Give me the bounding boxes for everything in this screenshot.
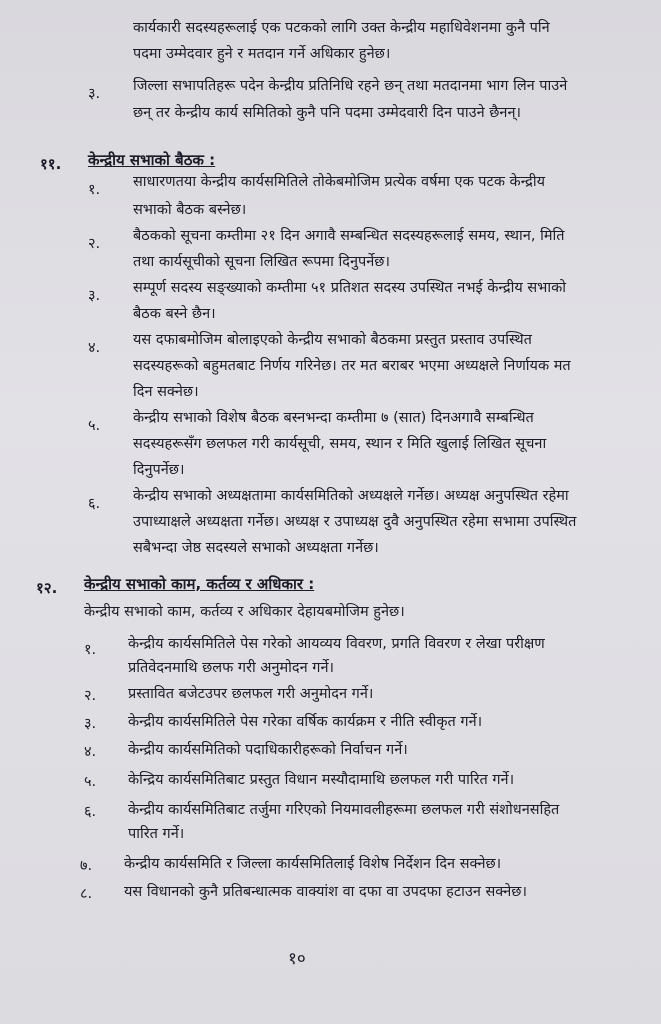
s11-item-5-line-2: सदस्यहरूसँग छलफल गरी कार्यसूची, समय, स्थान र मिति खुलाई लिखित सूचना: [133, 436, 547, 452]
s12-item-5-number: ५.: [84, 774, 97, 790]
s12-item-7-line-1: केन्द्रीय कार्यसमिति र जिल्ला कार्यसमितिलाई विशेष निर्देशन दिन सक्नेछ।: [124, 856, 502, 872]
page-number: १०: [288, 949, 306, 969]
s11-item-3-line-1: सम्पूर्ण सदस्य सङ्ख्याको कम्तीमा ५१ प्रतिशत सदस्य उपस्थित नभई केन्द्रीय सभाको: [133, 280, 566, 296]
s12-item-8-number: ८.: [80, 886, 93, 902]
s12-item-1-line-1: केन्द्रीय कार्यसमितिले पेस गरेको आयव्यय विवरण, प्रगति विवरण र लेखा परीक्षण: [128, 636, 545, 652]
section-11-title: केन्द्रीय सभाको बैठक :: [88, 151, 216, 169]
item-3-line-2: छन् तर केन्द्रीय कार्य समितिको कुनै पनि पदमा उम्मेदवारी दिन पाउने छैनन्।: [133, 105, 522, 121]
s11-item-4-line-3: दिन सक्नेछ।: [133, 384, 199, 400]
s12-item-6-number: ६.: [84, 804, 97, 820]
s11-item-5-line-3: दिनुपर्नेछ।: [133, 462, 185, 478]
s11-item-6-line-3: सबैभन्दा जेष्ठ सदस्यले सभाको अध्यक्षता गर्नेछ।: [133, 540, 379, 556]
s11-item-2-line-2: तथा कार्यसूचीको सूचना लिखित रूपमा दिनुपर्नेछ।: [133, 254, 390, 270]
s11-item-5-number: ५.: [88, 418, 101, 434]
s12-item-3-number: ३.: [84, 716, 97, 732]
section-12-intro: केन्द्रीय सभाको काम, कर्तव्य र अधिकार देहायबमोजिम हुनेछ।: [84, 604, 405, 620]
s12-item-1-number: १.: [84, 642, 97, 658]
item-3-number: ३.: [88, 86, 101, 102]
s12-item-8-line-1: यस विधानको कुनै प्रतिबन्धात्मक वाक्यांश वा दफा वा उपदफा हटाउन सक्नेछ।: [124, 884, 527, 900]
s11-item-4-line-2: सदस्यहरूको बहुमतबाट निर्णय गरिनेछ। तर मत बराबर भएमा अध्यक्षले निर्णायक मत: [133, 358, 571, 374]
s11-item-6-line-2: उपाध्याक्षले अध्यक्षता गर्नेछ। अध्यक्ष र उपाध्यक्ष दुवै अनुपस्थित रहेमा सभामा उपस्थित: [133, 514, 577, 530]
s11-item-3-number: ३.: [88, 288, 101, 304]
s11-item-2-line-1: बैठकको सूचना कम्तीमा २१ दिन अगावै सम्बन्धित सदस्यहरूलाई समय, स्थान, मिति: [133, 228, 565, 244]
section-11-number: ११.: [40, 155, 62, 173]
s11-item-4-number: ४.: [88, 340, 101, 356]
section-12-number: १२.: [36, 579, 58, 597]
s12-item-1-line-2: प्रतिवेदनमाथि छलफ गरी अनुमोदन गर्ने।: [128, 660, 334, 676]
item-3-line-1: जिल्ला सभापतिहरू पदेन केन्द्रीय प्रतिनिधि रहने छन् तथा मतदानमा भाग लिन पाउने: [133, 78, 568, 94]
continuation-line-1: कार्यकारी सदस्यहरूलाई एक पटकको लागि उक्त केन्द्रीय महाधिवेशनमा कुनै पनि: [133, 20, 550, 36]
s12-item-4-line-1: केन्द्रीय कार्यसमितिको पदाधिकारीहरूको निर्वाचन गर्ने।: [128, 742, 408, 758]
s12-item-4-number: ४.: [84, 744, 97, 760]
s11-item-1-number: १.: [88, 182, 101, 198]
s11-item-2-number: २.: [88, 236, 101, 252]
s11-item-1-line-1: साधारणतया केन्द्रीय कार्यसमितिले तोकेबमोजिम प्रत्येक वर्षमा एक पटक केन्द्रीय: [133, 174, 546, 190]
s11-item-4-line-1: यस दफाबमोजिम बोलाइएको केन्द्रीय सभाको बैठकमा प्रस्तुत प्रस्ताव उपस्थित: [133, 332, 532, 348]
s12-item-2-line-1: प्रस्तावित बजेटउपर छलफल गरी अनुमोदन गर्ने।: [128, 686, 374, 702]
s11-item-6-line-1: केन्द्रीय सभाको अध्यक्षतामा कार्यसमितिको अध्यक्षले गर्नेछ। अध्यक्ष अनुपस्थित रहेमा: [133, 488, 569, 504]
s11-item-3-line-2: बैठक बस्ने छैन।: [133, 306, 216, 322]
s11-item-1-line-2: सभाको बैठक बस्नेछ।: [133, 202, 247, 218]
s11-item-5-line-1: केन्द्रीय सभाको विशेष बैठक बस्नभन्दा कम्तीमा ७ (सात) दिनअगावै सम्बन्धित: [133, 410, 534, 426]
s12-item-2-number: २.: [84, 688, 97, 704]
section-12-title: केन्द्रीय सभाको काम, कर्तव्य र अधिकार :: [84, 575, 315, 593]
s12-item-7-number: ७.: [80, 858, 93, 874]
s12-item-5-line-1: केन्द्रिय कार्यसमितिबाट प्रस्तुत विधान मस्यौदामाथि छलफल गरी पारित गर्ने।: [128, 772, 515, 788]
s12-item-6-line-1: केन्द्रीय कार्यसमितिबाट तर्जुमा गरिएको नियमावलीहरूमा छलफल गरी संशोधनसहित: [128, 802, 560, 818]
continuation-line-2: पदमा उम्मेदवार हुने र मतदान गर्ने अधिकार हुनेछ।: [133, 46, 391, 62]
s12-item-6-line-2: पारित गर्ने।: [128, 826, 185, 842]
s12-item-3-line-1: केन्द्रीय कार्यसमितिले पेस गरेका वर्षिक कार्यक्रम र नीति स्वीकृत गर्ने।: [128, 714, 483, 730]
s11-item-6-number: ६.: [88, 496, 101, 512]
